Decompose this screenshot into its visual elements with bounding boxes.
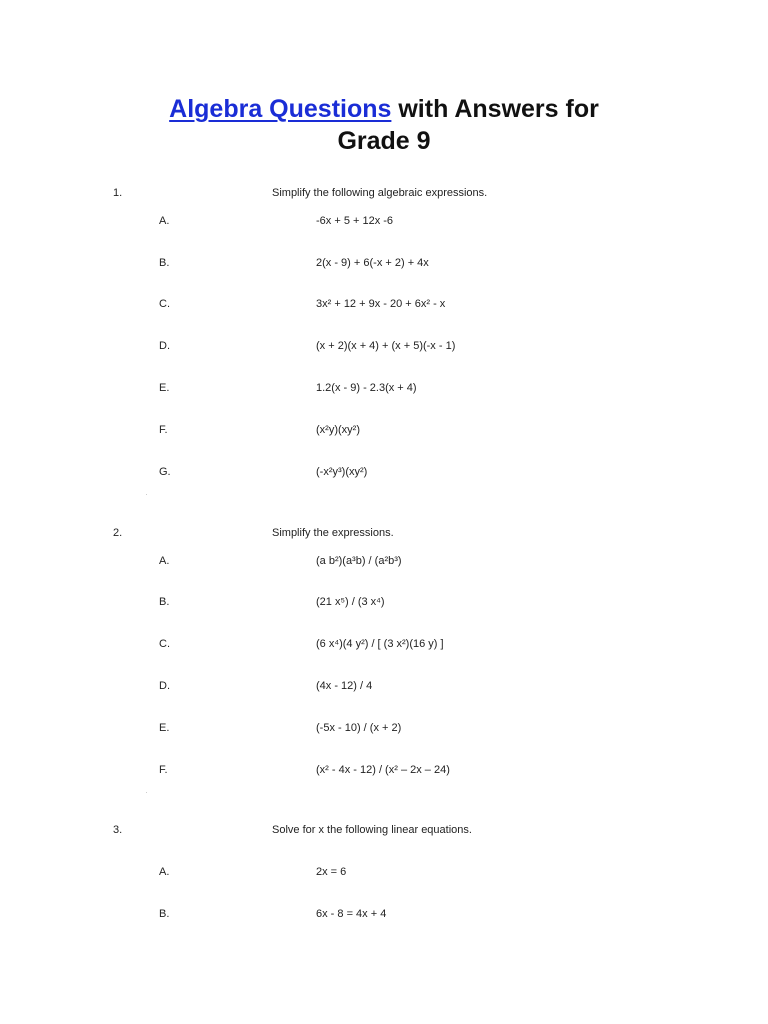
q1-item-f-letter: F.: [159, 424, 168, 436]
q2-item-f-expression: (x² - 4x - 12) / (x² – 2x – 24): [316, 764, 450, 776]
q2-item-c-expression: (6 x⁴)(4 y²) / [ (3 x²)(16 y) ]: [316, 638, 444, 650]
q2-item-d-expression: (4x - 12) / 4: [316, 680, 373, 692]
divider-mark: [146, 792, 147, 793]
q1-item-e-expression: 1.2(x - 9) - 2.3(x + 4): [316, 382, 417, 394]
q1-item-a-letter: A.: [159, 215, 170, 227]
q2-item-b-letter: B.: [159, 596, 170, 608]
question-1-number: 1.: [113, 187, 123, 199]
q1-item-b-letter: B.: [159, 257, 170, 269]
title-rest: with Answers for: [391, 95, 599, 123]
q3-item-a-letter: A.: [159, 866, 170, 878]
q1-item-e-letter: E.: [159, 382, 170, 394]
q2-item-d-letter: D.: [159, 680, 170, 692]
q2-item-a-letter: A.: [159, 555, 170, 567]
question-3-text: Solve for x the following linear equations.: [272, 824, 472, 836]
q1-item-f-expression: (x²y)(xy²): [316, 424, 360, 436]
q3-item-b-letter: B.: [159, 908, 170, 920]
q3-item-a-expression: 2x = 6: [316, 866, 347, 878]
question-2-text: Simplify the expressions.: [272, 527, 394, 539]
q2-item-a-expression: (a b²)(a³b) / (a²b³): [316, 555, 402, 567]
q1-item-d-letter: D.: [159, 340, 170, 352]
question-1-text: Simplify the following algebraic expressions.: [272, 187, 488, 199]
q1-item-b-expression: 2(x - 9) + 6(-x + 2) + 4x: [316, 257, 429, 269]
q2-item-f-letter: F.: [159, 764, 168, 776]
q2-item-e-expression: (-5x - 10) / (x + 2): [316, 722, 402, 734]
q2-item-c-letter: C.: [159, 638, 170, 650]
q1-item-a-expression: -6x + 5 + 12x -6: [316, 215, 394, 227]
q1-item-c-expression: 3x² + 12 + 9x - 20 + 6x² - x: [316, 298, 446, 310]
q3-item-b-expression: 6x - 8 = 4x + 4: [316, 908, 387, 920]
q2-item-e-letter: E.: [159, 722, 170, 734]
divider-mark: [146, 494, 147, 495]
question-3-number: 3.: [113, 824, 123, 836]
q1-item-d-expression: (x + 2)(x + 4) + (x + 5)(-x - 1): [316, 340, 456, 352]
question-2-number: 2.: [113, 527, 123, 539]
page-title-line-2: Grade 9: [337, 127, 431, 155]
page-title-line-1: [0, 93, 768, 125]
algebra-questions-link[interactable]: Algebra Questions: [169, 95, 392, 123]
q1-item-g-expression: (-x²y³)(xy²): [316, 466, 368, 478]
q2-item-b-expression: (21 x⁵) / (3 x⁴): [316, 596, 385, 608]
q1-item-g-letter: G.: [159, 466, 171, 478]
q1-item-c-letter: C.: [159, 298, 170, 310]
